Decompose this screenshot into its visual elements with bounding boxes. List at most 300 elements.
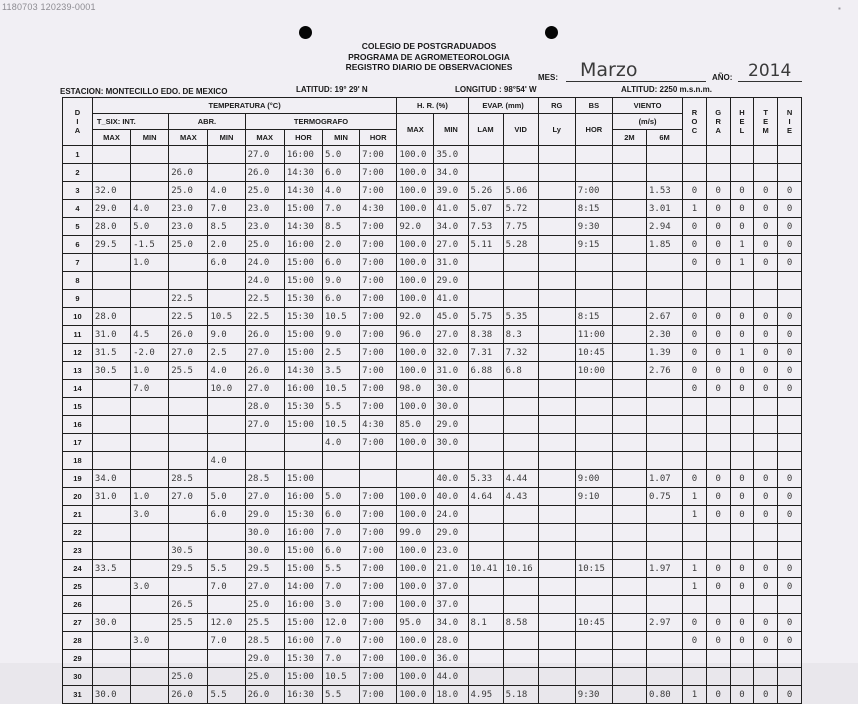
col-hr-min: MIN bbox=[434, 114, 468, 146]
cell-tghmin: 7:00 bbox=[360, 614, 397, 632]
cell-rg bbox=[538, 632, 575, 650]
cell-rg bbox=[538, 524, 575, 542]
cell-tgmax: 25.5 bbox=[245, 614, 284, 632]
cell-nie: 0 bbox=[778, 614, 802, 632]
cell-tghmax: 15:00 bbox=[284, 470, 322, 488]
cell-hel bbox=[730, 272, 754, 290]
cell-abmax bbox=[169, 254, 208, 272]
col-abr-min: MIN bbox=[208, 130, 245, 146]
cell-roc bbox=[683, 524, 707, 542]
cell-rg bbox=[538, 470, 575, 488]
table-row bbox=[63, 632, 802, 650]
cell-abmax bbox=[169, 632, 208, 650]
cell-tghmin: 7:00 bbox=[360, 632, 397, 650]
cell-tsmax: 30.0 bbox=[92, 686, 130, 704]
cell-tsmin bbox=[131, 272, 169, 290]
cell-tem: 0 bbox=[754, 488, 778, 506]
cell-nie: 0 bbox=[778, 182, 802, 200]
cell-lam bbox=[468, 668, 503, 686]
cell-v6m bbox=[646, 380, 682, 398]
cell-tem: 0 bbox=[754, 506, 778, 524]
cell-lam: 7.53 bbox=[468, 218, 503, 236]
cell-abmax: 26.0 bbox=[169, 326, 208, 344]
cell-tgmin: 6.0 bbox=[322, 290, 359, 308]
cell-tem bbox=[754, 290, 778, 308]
table-row bbox=[63, 452, 802, 470]
cell-rg bbox=[538, 218, 575, 236]
col-vid: VID bbox=[503, 114, 538, 146]
cell-tghmin: 7:00 bbox=[360, 362, 397, 380]
cell-hrmax: 100.0 bbox=[397, 236, 434, 254]
cell-roc: 1 bbox=[683, 488, 707, 506]
cell-tghmax: 15:30 bbox=[284, 290, 322, 308]
cell-vid bbox=[503, 254, 538, 272]
day-number: 20 bbox=[63, 488, 93, 506]
cell-bs bbox=[575, 668, 612, 686]
cell-nie bbox=[778, 272, 802, 290]
cell-tghmin: 7:00 bbox=[360, 488, 397, 506]
cell-vid bbox=[503, 452, 538, 470]
cell-abmax bbox=[169, 506, 208, 524]
cell-abmax bbox=[169, 398, 208, 416]
cell-bs bbox=[575, 416, 612, 434]
cell-roc bbox=[683, 452, 707, 470]
cell-tghmax bbox=[284, 434, 322, 452]
cell-vid bbox=[503, 398, 538, 416]
cell-tghmax: 15:00 bbox=[284, 416, 322, 434]
cell-abmin: 9.0 bbox=[208, 326, 245, 344]
cell-v2m bbox=[612, 308, 646, 326]
table-row bbox=[63, 398, 802, 416]
cell-v6m bbox=[646, 290, 682, 308]
cell-hrmin: 34.0 bbox=[434, 218, 468, 236]
cell-rg bbox=[538, 578, 575, 596]
cell-tem: 0 bbox=[754, 614, 778, 632]
cell-roc bbox=[683, 164, 707, 182]
cell-tgmax: 26.0 bbox=[245, 686, 284, 704]
cell-tsmin bbox=[131, 452, 169, 470]
cell-lam: 5.33 bbox=[468, 470, 503, 488]
cell-hrmax: 99.0 bbox=[397, 524, 434, 542]
cell-tghmax: 16:00 bbox=[284, 488, 322, 506]
cell-v6m bbox=[646, 452, 682, 470]
cell-tsmin bbox=[131, 398, 169, 416]
cell-tghmin: 7:00 bbox=[360, 596, 397, 614]
cell-hrmax bbox=[397, 470, 434, 488]
cell-tsmax: 31.5 bbox=[92, 344, 130, 362]
cell-gra bbox=[706, 290, 730, 308]
cell-tghmax: 16:00 bbox=[284, 146, 322, 164]
cell-hrmin: 37.0 bbox=[434, 578, 468, 596]
cell-nie bbox=[778, 290, 802, 308]
cell-nie bbox=[778, 146, 802, 164]
cell-v6m bbox=[646, 164, 682, 182]
cell-bs: 8:15 bbox=[575, 200, 612, 218]
cell-rg bbox=[538, 560, 575, 578]
cell-tgmin: 6.0 bbox=[322, 506, 359, 524]
cell-hrmax: 100.0 bbox=[397, 164, 434, 182]
cell-tem bbox=[754, 146, 778, 164]
cell-tgmax: 29.0 bbox=[245, 650, 284, 668]
cell-hrmin: 34.0 bbox=[434, 614, 468, 632]
cell-hel: 0 bbox=[730, 506, 754, 524]
day-number: 10 bbox=[63, 308, 93, 326]
col-ly: Ly bbox=[538, 114, 575, 146]
cell-tghmax: 15:00 bbox=[284, 668, 322, 686]
day-number: 27 bbox=[63, 614, 93, 632]
cell-hrmax: 100.0 bbox=[397, 344, 434, 362]
cell-hrmax: 100.0 bbox=[397, 488, 434, 506]
cell-roc bbox=[683, 290, 707, 308]
cell-tem bbox=[754, 452, 778, 470]
cell-rg bbox=[538, 236, 575, 254]
cell-nie: 0 bbox=[778, 506, 802, 524]
cell-gra: 0 bbox=[706, 686, 730, 704]
cell-tem: 0 bbox=[754, 560, 778, 578]
cell-roc bbox=[683, 146, 707, 164]
cell-tsmax bbox=[92, 254, 130, 272]
cell-hel bbox=[730, 416, 754, 434]
cell-tghmin: 7:00 bbox=[360, 344, 397, 362]
cell-rg bbox=[538, 146, 575, 164]
cell-tsmin bbox=[131, 308, 169, 326]
cell-tsmax bbox=[92, 434, 130, 452]
cell-tgmin: 7.0 bbox=[322, 632, 359, 650]
cell-tsmax bbox=[92, 668, 130, 686]
cell-lam bbox=[468, 524, 503, 542]
cell-vid: 8.3 bbox=[503, 326, 538, 344]
cell-abmin bbox=[208, 434, 245, 452]
cell-hel: 0 bbox=[730, 470, 754, 488]
cell-bs: 9:10 bbox=[575, 488, 612, 506]
program-title: PROGRAMA DE AGROMETEOROLOGIA bbox=[348, 52, 510, 62]
cell-hrmax: 92.0 bbox=[397, 218, 434, 236]
cell-tghmax: 15:30 bbox=[284, 650, 322, 668]
cell-hrmin: 41.0 bbox=[434, 200, 468, 218]
cell-hrmin: 27.0 bbox=[434, 326, 468, 344]
day-number: 25 bbox=[63, 578, 93, 596]
cell-gra bbox=[706, 524, 730, 542]
cell-hel bbox=[730, 452, 754, 470]
cell-gra: 0 bbox=[706, 632, 730, 650]
cell-bs bbox=[575, 596, 612, 614]
cell-bs: 10:00 bbox=[575, 362, 612, 380]
cell-hrmin: 29.0 bbox=[434, 416, 468, 434]
cell-abmin bbox=[208, 272, 245, 290]
cell-tgmin: 5.5 bbox=[322, 398, 359, 416]
cell-lam: 4.95 bbox=[468, 686, 503, 704]
cell-v2m bbox=[612, 254, 646, 272]
day-number: 31 bbox=[63, 686, 93, 704]
cell-tsmin bbox=[131, 668, 169, 686]
day-number: 21 bbox=[63, 506, 93, 524]
cell-tem: 0 bbox=[754, 236, 778, 254]
cell-tgmin: 7.0 bbox=[322, 524, 359, 542]
cell-v6m bbox=[646, 146, 682, 164]
cell-hel: 0 bbox=[730, 380, 754, 398]
cell-v2m bbox=[612, 506, 646, 524]
cell-tgmin: 8.5 bbox=[322, 218, 359, 236]
cell-tghmax: 14:30 bbox=[284, 362, 322, 380]
cell-nie bbox=[778, 650, 802, 668]
cell-tsmax: 32.0 bbox=[92, 182, 130, 200]
cell-abmax: 26.0 bbox=[169, 686, 208, 704]
cell-tsmax: 28.0 bbox=[92, 308, 130, 326]
cell-tgmax: 26.0 bbox=[245, 362, 284, 380]
cell-lam: 5.07 bbox=[468, 200, 503, 218]
cell-gra bbox=[706, 650, 730, 668]
cell-abmin: 10.0 bbox=[208, 380, 245, 398]
month-line bbox=[566, 81, 706, 82]
cell-tghmin: 7:00 bbox=[360, 380, 397, 398]
col-dia: D I A bbox=[63, 98, 93, 146]
cell-tghmax: 15:00 bbox=[284, 560, 322, 578]
cell-abmax: 29.5 bbox=[169, 560, 208, 578]
month-value: Marzo bbox=[580, 59, 638, 81]
cell-abmin bbox=[208, 416, 245, 434]
day-number: 24 bbox=[63, 560, 93, 578]
cell-v6m bbox=[646, 668, 682, 686]
day-number: 23 bbox=[63, 542, 93, 560]
table-row bbox=[63, 650, 802, 668]
cell-tghmin: 7:00 bbox=[360, 326, 397, 344]
month-label: MES: bbox=[538, 73, 558, 82]
cell-tem: 0 bbox=[754, 344, 778, 362]
cell-hel: 0 bbox=[730, 632, 754, 650]
col-nie: N I E bbox=[778, 98, 802, 146]
day-number: 12 bbox=[63, 344, 93, 362]
cell-tghmax: 16:00 bbox=[284, 380, 322, 398]
cell-v6m bbox=[646, 578, 682, 596]
cell-tgmax: 30.0 bbox=[245, 542, 284, 560]
punch-hole bbox=[299, 26, 312, 39]
day-number: 17 bbox=[63, 434, 93, 452]
cell-tem bbox=[754, 542, 778, 560]
table-row bbox=[63, 542, 802, 560]
col-bs-hor: HOR bbox=[575, 114, 612, 146]
cell-abmax: 30.5 bbox=[169, 542, 208, 560]
cell-tgmax: 25.0 bbox=[245, 236, 284, 254]
cell-vid bbox=[503, 164, 538, 182]
cell-tsmin bbox=[131, 434, 169, 452]
cell-lam bbox=[468, 596, 503, 614]
cell-vid: 8.58 bbox=[503, 614, 538, 632]
cell-nie bbox=[778, 542, 802, 560]
cell-v6m bbox=[646, 416, 682, 434]
cell-gra bbox=[706, 434, 730, 452]
cell-hrmin: 27.0 bbox=[434, 236, 468, 254]
cell-v2m bbox=[612, 164, 646, 182]
table-row bbox=[63, 362, 802, 380]
table-row bbox=[63, 614, 802, 632]
cell-tghmax: 16:00 bbox=[284, 236, 322, 254]
cell-nie bbox=[778, 434, 802, 452]
cell-vid bbox=[503, 668, 538, 686]
observations-table bbox=[62, 97, 802, 704]
cell-v6m: 2.76 bbox=[646, 362, 682, 380]
cell-rg bbox=[538, 686, 575, 704]
cell-tgmin: 3.5 bbox=[322, 362, 359, 380]
cell-hrmax: 100.0 bbox=[397, 434, 434, 452]
cell-tghmin: 7:00 bbox=[360, 182, 397, 200]
cell-gra bbox=[706, 596, 730, 614]
cell-vid bbox=[503, 542, 538, 560]
cell-tgmin: 5.5 bbox=[322, 686, 359, 704]
cell-lam: 5.75 bbox=[468, 308, 503, 326]
day-number: 2 bbox=[63, 164, 93, 182]
cell-nie: 0 bbox=[778, 686, 802, 704]
cell-abmin bbox=[208, 542, 245, 560]
cell-hrmax: 98.0 bbox=[397, 380, 434, 398]
cell-roc bbox=[683, 416, 707, 434]
cell-v2m bbox=[612, 182, 646, 200]
cell-abmin bbox=[208, 596, 245, 614]
cell-tghmax: 15:00 bbox=[284, 542, 322, 560]
cell-hrmax: 100.0 bbox=[397, 506, 434, 524]
cell-vid: 4.43 bbox=[503, 488, 538, 506]
cell-roc bbox=[683, 272, 707, 290]
cell-vid bbox=[503, 416, 538, 434]
cell-tsmin bbox=[131, 686, 169, 704]
cell-tem bbox=[754, 596, 778, 614]
cell-hrmax: 100.0 bbox=[397, 290, 434, 308]
cell-tsmax bbox=[92, 398, 130, 416]
cell-tgmax: 27.0 bbox=[245, 146, 284, 164]
cell-tghmin bbox=[360, 452, 397, 470]
year-label: AÑO: bbox=[712, 73, 733, 82]
cell-v2m bbox=[612, 362, 646, 380]
cell-hel: 0 bbox=[730, 560, 754, 578]
cell-rg bbox=[538, 416, 575, 434]
cell-tsmax: 31.0 bbox=[92, 488, 130, 506]
cell-bs bbox=[575, 272, 612, 290]
col-bs: BS bbox=[575, 98, 612, 114]
cell-abmin bbox=[208, 398, 245, 416]
cell-tsmin bbox=[131, 614, 169, 632]
cell-v6m: 2.67 bbox=[646, 308, 682, 326]
table-row bbox=[63, 164, 802, 182]
cell-abmin: 4.0 bbox=[208, 452, 245, 470]
cell-tsmax: 29.0 bbox=[92, 200, 130, 218]
cell-v2m bbox=[612, 524, 646, 542]
cell-hrmax: 96.0 bbox=[397, 326, 434, 344]
cell-tem: 0 bbox=[754, 218, 778, 236]
cell-abmax bbox=[169, 146, 208, 164]
cell-tsmax bbox=[92, 146, 130, 164]
cell-roc: 0 bbox=[683, 362, 707, 380]
cell-hrmin: 41.0 bbox=[434, 290, 468, 308]
cell-tsmax bbox=[92, 452, 130, 470]
cell-tgmin: 10.5 bbox=[322, 668, 359, 686]
cell-hrmin: 29.0 bbox=[434, 524, 468, 542]
cell-hrmax bbox=[397, 452, 434, 470]
cell-nie: 0 bbox=[778, 308, 802, 326]
cell-tsmin bbox=[131, 470, 169, 488]
cell-tgmin: 12.0 bbox=[322, 614, 359, 632]
cell-roc: 0 bbox=[683, 254, 707, 272]
cell-v6m bbox=[646, 398, 682, 416]
cell-gra: 0 bbox=[706, 308, 730, 326]
cell-tem bbox=[754, 650, 778, 668]
col-hr: H. R. (%) bbox=[397, 98, 468, 114]
cell-abmax: 23.0 bbox=[169, 200, 208, 218]
cell-v6m bbox=[646, 596, 682, 614]
cell-roc: 1 bbox=[683, 200, 707, 218]
cell-hrmin: 35.0 bbox=[434, 146, 468, 164]
cell-v2m bbox=[612, 686, 646, 704]
cell-tgmin: 2.0 bbox=[322, 236, 359, 254]
cell-vid bbox=[503, 290, 538, 308]
cell-tghmax: 14:30 bbox=[284, 218, 322, 236]
cell-nie bbox=[778, 524, 802, 542]
cell-gra bbox=[706, 542, 730, 560]
cell-bs bbox=[575, 380, 612, 398]
day-number: 7 bbox=[63, 254, 93, 272]
cell-tghmin: 7:00 bbox=[360, 254, 397, 272]
cell-rg bbox=[538, 668, 575, 686]
cell-tsmin bbox=[131, 596, 169, 614]
cell-vid bbox=[503, 506, 538, 524]
cell-lam: 6.88 bbox=[468, 362, 503, 380]
cell-hel: 0 bbox=[730, 200, 754, 218]
cell-tghmax: 14:30 bbox=[284, 164, 322, 182]
cell-nie: 0 bbox=[778, 344, 802, 362]
station-label: ESTACION: MONTECILLO EDO. DE MEXICO bbox=[60, 87, 228, 96]
cell-hrmin: 32.0 bbox=[434, 344, 468, 362]
cell-hel bbox=[730, 164, 754, 182]
cell-tghmax: 16:00 bbox=[284, 524, 322, 542]
cell-lam: 4.64 bbox=[468, 488, 503, 506]
cell-tgmax: 23.0 bbox=[245, 218, 284, 236]
cell-tsmin bbox=[131, 182, 169, 200]
cell-abmax: 23.0 bbox=[169, 218, 208, 236]
cell-hrmax: 100.0 bbox=[397, 254, 434, 272]
cell-gra bbox=[706, 146, 730, 164]
cell-tgmin: 7.0 bbox=[322, 578, 359, 596]
cell-hel: 0 bbox=[730, 326, 754, 344]
cell-rg bbox=[538, 362, 575, 380]
institution-title: COLEGIO DE POSTGRADUADOS bbox=[361, 41, 497, 51]
cell-hel: 0 bbox=[730, 488, 754, 506]
cell-tghmin: 7:00 bbox=[360, 218, 397, 236]
cell-v6m bbox=[646, 254, 682, 272]
cell-tgmax: 28.0 bbox=[245, 398, 284, 416]
cell-abmax: 22.5 bbox=[169, 290, 208, 308]
cell-roc: 0 bbox=[683, 236, 707, 254]
cell-tem: 0 bbox=[754, 578, 778, 596]
cell-tghmax: 15:30 bbox=[284, 506, 322, 524]
cell-nie: 0 bbox=[778, 560, 802, 578]
day-number: 14 bbox=[63, 380, 93, 398]
cell-v2m bbox=[612, 614, 646, 632]
cell-abmin bbox=[208, 164, 245, 182]
cell-hrmin: 30.0 bbox=[434, 434, 468, 452]
cell-tghmax: 15:30 bbox=[284, 308, 322, 326]
cell-abmin: 7.0 bbox=[208, 632, 245, 650]
cell-lam bbox=[468, 146, 503, 164]
cell-hrmin: 44.0 bbox=[434, 668, 468, 686]
cell-tsmax bbox=[92, 380, 130, 398]
cell-v6m: 0.75 bbox=[646, 488, 682, 506]
cell-roc: 1 bbox=[683, 560, 707, 578]
cell-tsmin bbox=[131, 146, 169, 164]
col-ms: (m/s) bbox=[612, 114, 682, 130]
cell-vid: 5.28 bbox=[503, 236, 538, 254]
table-row bbox=[63, 182, 802, 200]
cell-tem bbox=[754, 416, 778, 434]
cell-v6m: 3.01 bbox=[646, 200, 682, 218]
cell-tgmin: 5.5 bbox=[322, 560, 359, 578]
